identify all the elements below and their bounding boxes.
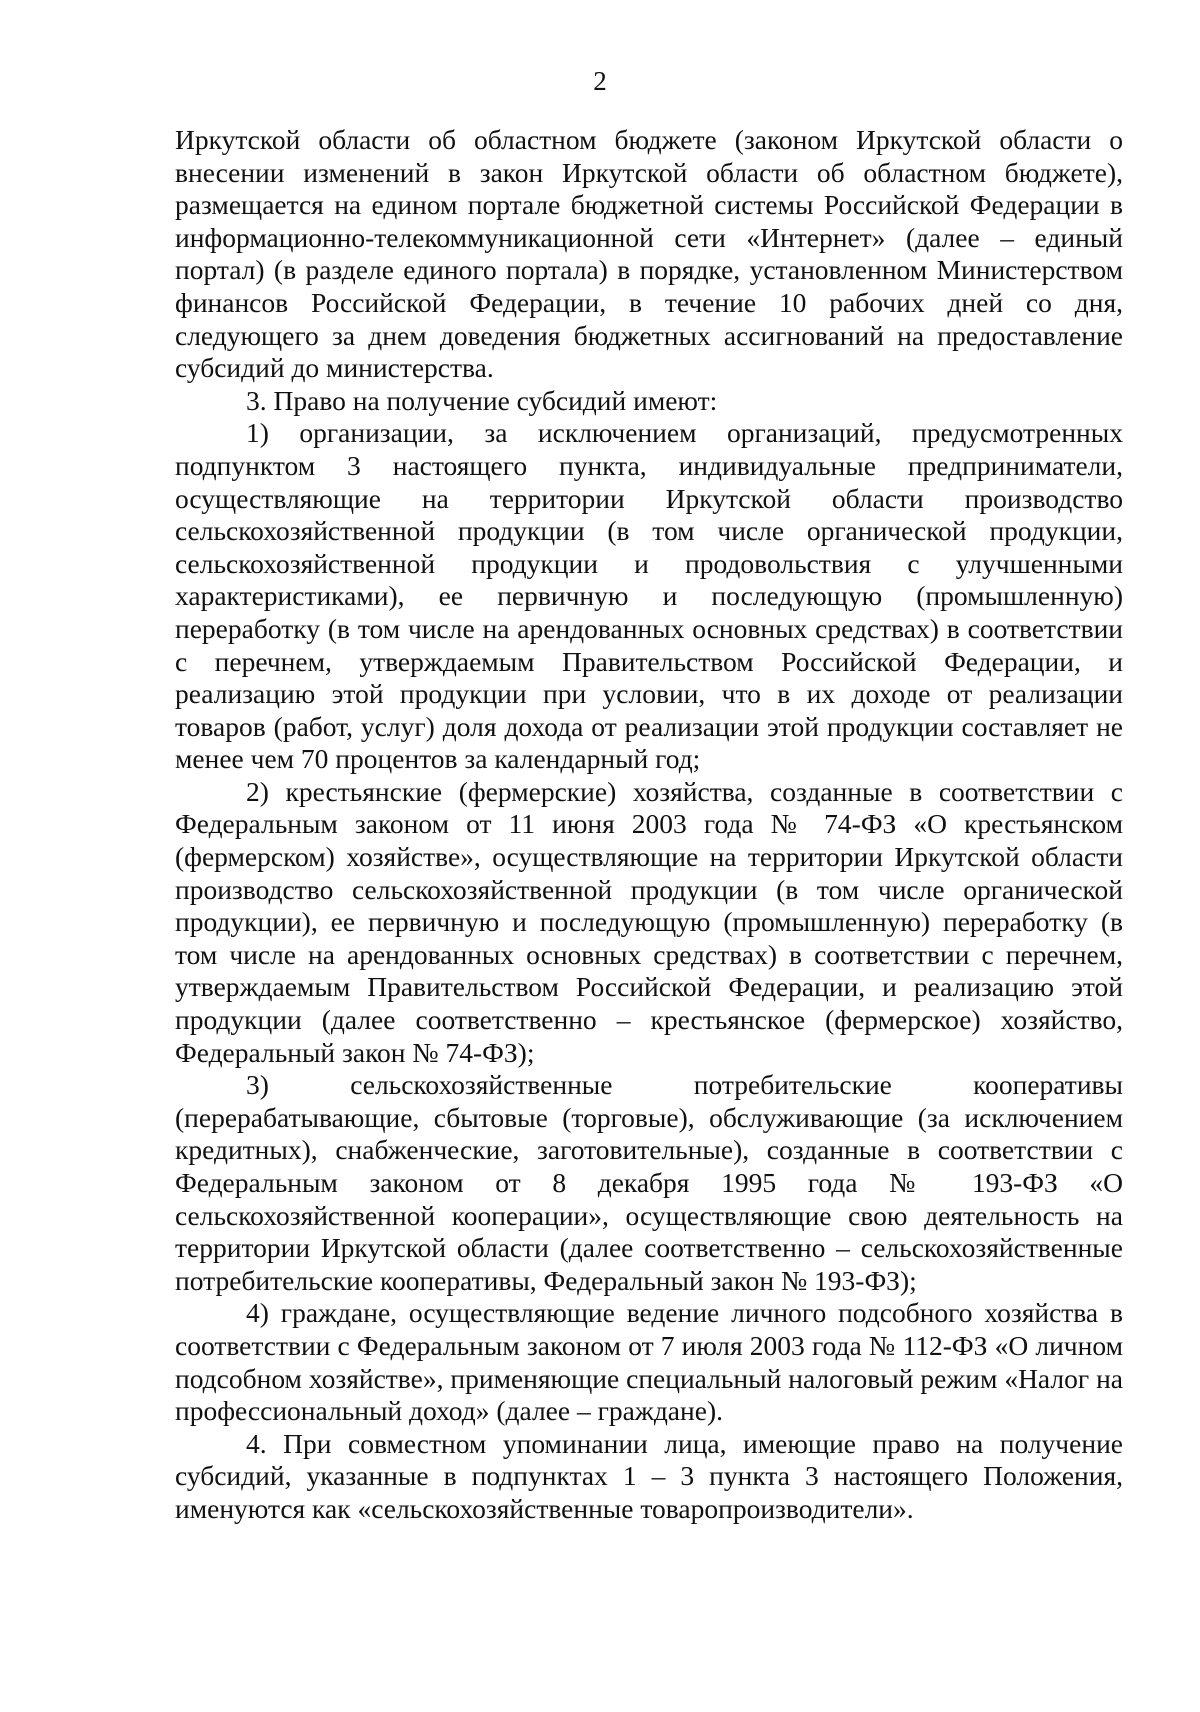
page-number: 2 <box>593 66 607 96</box>
paragraph-item-4: 4. При совместном упоминании лица, имеющие право на получение субсидий, указанные в подпунктах 1 – 3 пункта 3 настоящего Положения, именуются как «сельскохозяйственные товаропроизводители». <box>175 1427 1123 1524</box>
paragraph-subitem-4: 4) граждане, осуществляющие ведение личного подсобного хозяйства в соответствии с Федеральным законом от 7 июля 2003 года № 112-ФЗ «О личном подсобном хозяйстве», применяющие специальный налоговый режим «Налог на профессиональный доход» (далее – граждане). <box>175 1297 1123 1427</box>
paragraph-item-3-heading: 3. Право на получение субсидий имеют: <box>246 384 718 416</box>
paragraph-subitem-3: 3) сельскохозяйственные потребительские кооперативы (перерабатывающие, сбытовые (торговые), обслуживающие (за исключением кредитных), снабженческие, заготовительные), созданные в соответствии с Федеральным законом от 8 декабря 1995 года № 193-ФЗ «О сельскохозяйственной кооперации», осуществляющие свою деятельность на территории Иркутской области (далее соответственно – сельскохозяйственные потребительские кооперативы, Федеральный закон № 193-ФЗ); <box>175 1069 1123 1296</box>
paragraph-continuation: Иркутской области об областном бюджете (законом Иркутской области о внесении изменений в закон Иркутской области об областном бюджете), размещается на едином портале бюджетной системы Российской Федерации в информационно-телекоммуникационной сети «Интернет» (далее – единый портал) (в разделе единого портала) в порядке, установленном Министерством финансов Российской Федерации, в течение 10 рабочих дней со дня, следующего за днем доведения бюджетных ассигнований на предоставление субсидий до министерства. <box>175 124 1123 384</box>
paragraph-subitem-2: 2) крестьянские (фермерские) хозяйства, созданные в соответствии с Федеральным законом от 11 июня 2003 года № 74-ФЗ «О крестьянском (фермерском) хозяйстве», осуществляющие на территории Иркутской области производство сельскохозяйственной продукции (в том числе органической продукции), ее первичную и последующую (промышленную) переработку (в том числе на арендованных основных средствах) в соответствии с перечнем, утверждаемым Правительством Российской Федерации, и реализацию этой продукции (далее соответственно – крестьянское (фермерское) хозяйство, Федеральный закон № 74-ФЗ); <box>175 775 1123 1068</box>
paragraph-subitem-1: 1) организации, за исключением организаций, предусмотренных подпунктом 3 настоящего пункта, индивидуальные предприниматели, осуществляющие на территории Иркутской области производство сельскохозяйственной продукции (в том числе органической продукции, сельскохозяйственной продукции и продовольствия с улучшенными характеристиками), ее первичную и последующую (промышленную) переработку (в том числе на арендованных основных средствах) в соответствии с перечнем, утверждаемым Правительством Российской Федерации, и реализацию этой продукции при условии, что в их доходе от реализации товаров (работ, услуг) доля дохода от реализации этой продукции составляет не менее чем 70 процентов за календарный год; <box>175 417 1123 775</box>
document-body <box>175 124 1123 1526</box>
